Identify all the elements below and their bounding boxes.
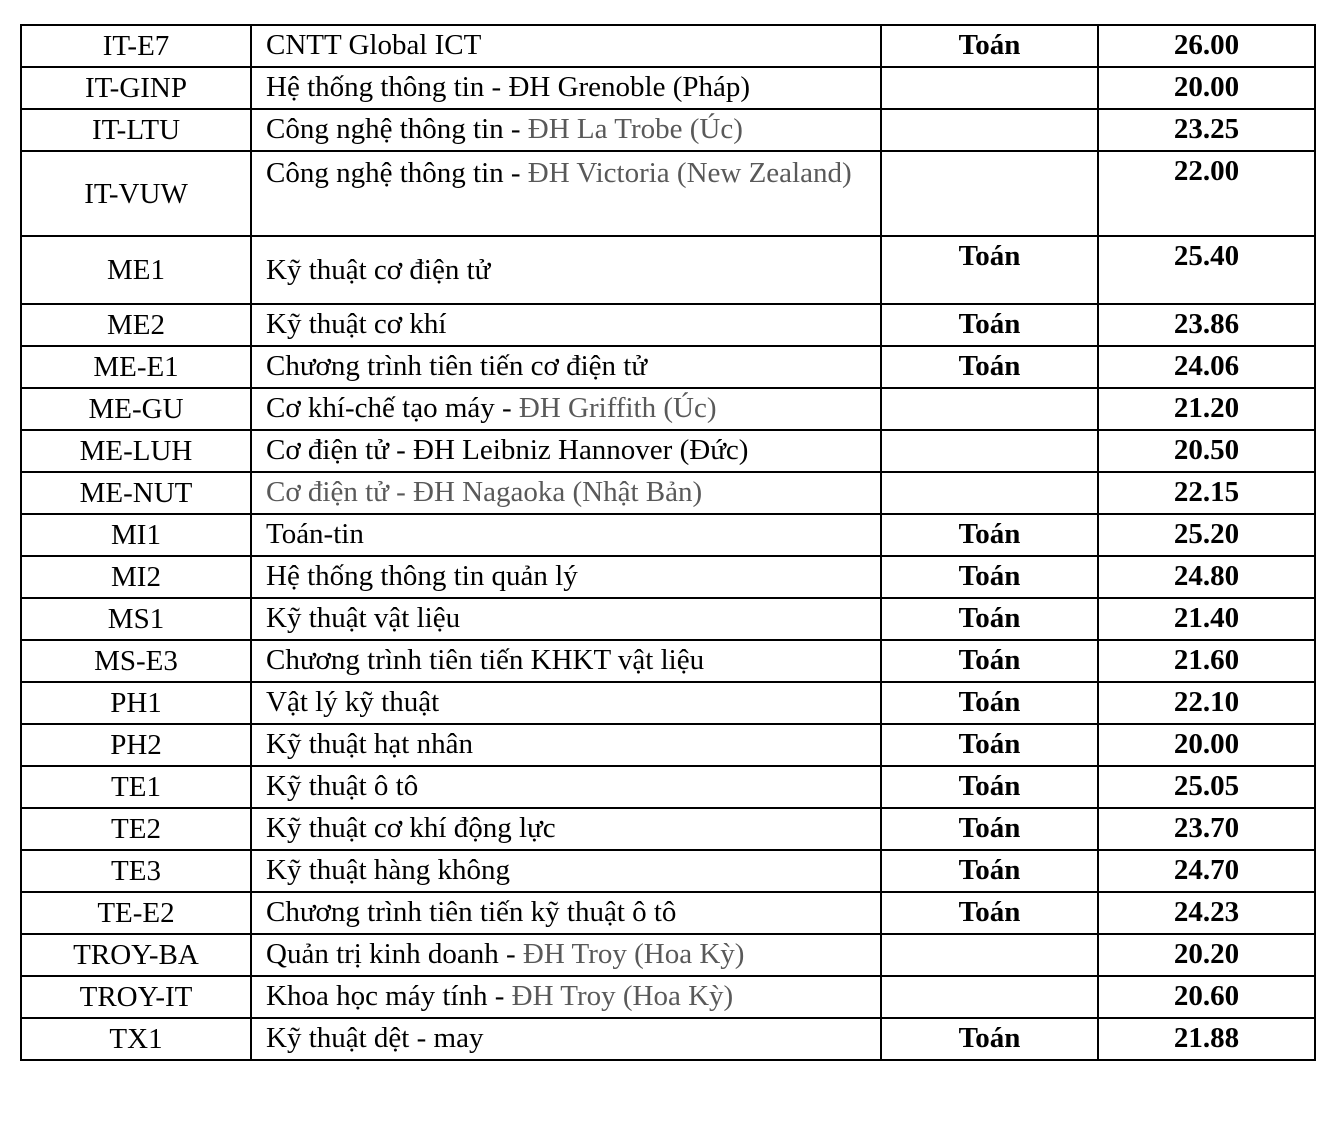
program-name-cell (251, 430, 881, 472)
program-name: Kỹ thuật cơ điện tử (266, 254, 491, 286)
cutoff-score: 23.25 (1098, 109, 1315, 151)
program-name: Cơ khí-chế tạo máy - (266, 392, 519, 424)
cutoff-score: 22.15 (1098, 472, 1315, 514)
program-name: Kỹ thuật dệt - may (266, 1022, 484, 1054)
program-code: ME-E1 (21, 346, 251, 388)
table-row (21, 892, 1315, 934)
main-subject: Toán (881, 598, 1098, 640)
cutoff-score: 24.80 (1098, 556, 1315, 598)
cutoff-score: 25.20 (1098, 514, 1315, 556)
program-name-cell (251, 808, 881, 850)
program-code: MS-E3 (21, 640, 251, 682)
program-code: IT-E7 (21, 25, 251, 67)
main-subject (881, 976, 1098, 1018)
program-name-cell (251, 934, 881, 976)
main-subject (881, 109, 1098, 151)
table-row (21, 724, 1315, 766)
program-code: TROY-IT (21, 976, 251, 1018)
table-row (21, 472, 1315, 514)
program-code: TE-E2 (21, 892, 251, 934)
cutoff-score: 21.20 (1098, 388, 1315, 430)
main-subject (881, 388, 1098, 430)
program-name-cell (251, 151, 881, 236)
table-row (21, 640, 1315, 682)
program-name-cell (251, 1018, 881, 1060)
program-name-cell (251, 388, 881, 430)
program-name: Công nghệ thông tin - (266, 113, 528, 145)
table-row (21, 151, 1315, 236)
partner-university: ĐH Griffith (Úc) (518, 392, 717, 424)
table-row (21, 304, 1315, 346)
main-subject: Toán (881, 640, 1098, 682)
program-name-cell (251, 25, 881, 67)
program-code: TE2 (21, 808, 251, 850)
table-row (21, 67, 1315, 109)
table-row (21, 808, 1315, 850)
table-row (21, 934, 1315, 976)
program-code: TE1 (21, 766, 251, 808)
program-name-cell (251, 346, 881, 388)
cutoff-score: 20.00 (1098, 724, 1315, 766)
program-name-cell (251, 236, 881, 304)
program-name-cell (251, 640, 881, 682)
program-name-cell (251, 472, 881, 514)
program-code: IT-VUW (21, 151, 251, 236)
main-subject: Toán (881, 556, 1098, 598)
cutoff-score: 23.86 (1098, 304, 1315, 346)
program-code: TX1 (21, 1018, 251, 1060)
program-code: ME-LUH (21, 430, 251, 472)
main-subject: Toán (881, 1018, 1098, 1060)
table-row (21, 430, 1315, 472)
main-subject: Toán (881, 304, 1098, 346)
cutoff-score: 21.60 (1098, 640, 1315, 682)
partner-university: ĐH Victoria (New Zealand) (527, 157, 852, 189)
cutoff-score: 24.70 (1098, 850, 1315, 892)
program-name: Công nghệ thông tin - (266, 157, 528, 189)
cutoff-score: 23.70 (1098, 808, 1315, 850)
partner-university: ĐH Troy (Hoa Kỳ) (522, 938, 745, 970)
cutoff-score: 26.00 (1098, 25, 1315, 67)
program-name: CNTT Global ICT (266, 29, 482, 61)
cutoff-score: 20.20 (1098, 934, 1315, 976)
program-name: Khoa học máy tính - (266, 980, 512, 1012)
cutoff-score: 24.06 (1098, 346, 1315, 388)
table-row (21, 388, 1315, 430)
program-code: MS1 (21, 598, 251, 640)
cutoff-score: 25.40 (1098, 236, 1315, 304)
program-name-cell (251, 766, 881, 808)
table-row (21, 514, 1315, 556)
program-name-cell (251, 724, 881, 766)
program-name-cell (251, 682, 881, 724)
program-code: IT-GINP (21, 67, 251, 109)
table-row (21, 236, 1315, 304)
program-name: Kỹ thuật cơ khí động lực (266, 812, 556, 844)
main-subject (881, 934, 1098, 976)
program-name-cell (251, 304, 881, 346)
cutoff-score: 24.23 (1098, 892, 1315, 934)
program-code: MI2 (21, 556, 251, 598)
admission-scores-table (20, 24, 1316, 1061)
program-name: Cơ điện tử - ĐH Leibniz Hannover (Đức) (266, 434, 749, 466)
main-subject: Toán (881, 682, 1098, 724)
main-subject: Toán (881, 892, 1098, 934)
program-code: PH1 (21, 682, 251, 724)
program-code: ME-GU (21, 388, 251, 430)
table-row (21, 598, 1315, 640)
program-name: Kỹ thuật cơ khí (266, 308, 447, 340)
program-name-cell (251, 109, 881, 151)
program-name: Chương trình tiên tiến KHKT vật liệu (266, 644, 705, 676)
main-subject: Toán (881, 25, 1098, 67)
program-name: Hệ thống thông tin - ĐH Grenoble (Pháp) (266, 71, 751, 103)
program-code: ME1 (21, 236, 251, 304)
program-code: MI1 (21, 514, 251, 556)
main-subject: Toán (881, 724, 1098, 766)
cutoff-score: 20.50 (1098, 430, 1315, 472)
program-name: Kỹ thuật hạt nhân (266, 728, 473, 760)
partner-university: ĐH Troy (Hoa Kỳ) (511, 980, 734, 1012)
program-name-cell (251, 556, 881, 598)
cutoff-score: 21.40 (1098, 598, 1315, 640)
program-name: Kỹ thuật vật liệu (266, 602, 461, 634)
program-name: Chương trình tiên tiến cơ điện tử (266, 350, 648, 382)
program-name-cell (251, 514, 881, 556)
program-code: ME-NUT (21, 472, 251, 514)
table-row (21, 1018, 1315, 1060)
program-code: TE3 (21, 850, 251, 892)
program-name: Quản trị kinh doanh - (266, 938, 523, 970)
cutoff-score: 20.00 (1098, 67, 1315, 109)
cutoff-score: 20.60 (1098, 976, 1315, 1018)
table-row (21, 850, 1315, 892)
cutoff-score: 25.05 (1098, 766, 1315, 808)
program-name: Toán-tin (266, 518, 364, 550)
main-subject (881, 151, 1098, 236)
program-code: TROY-BA (21, 934, 251, 976)
table-row (21, 109, 1315, 151)
table-body (21, 25, 1315, 1060)
main-subject: Toán (881, 766, 1098, 808)
table-row (21, 682, 1315, 724)
program-name-cell (251, 892, 881, 934)
program-code: PH2 (21, 724, 251, 766)
program-name: Vật lý kỹ thuật (266, 686, 440, 718)
main-subject (881, 472, 1098, 514)
program-code: ME2 (21, 304, 251, 346)
program-name-cell (251, 850, 881, 892)
program-name-cell (251, 976, 881, 1018)
table-row (21, 976, 1315, 1018)
table-row (21, 766, 1315, 808)
main-subject: Toán (881, 808, 1098, 850)
cutoff-score: 21.88 (1098, 1018, 1315, 1060)
program-name-cell (251, 67, 881, 109)
table-row (21, 346, 1315, 388)
main-subject: Toán (881, 346, 1098, 388)
program-name-cell (251, 598, 881, 640)
program-name: Kỹ thuật ô tô (266, 770, 419, 802)
main-subject (881, 67, 1098, 109)
main-subject: Toán (881, 514, 1098, 556)
cutoff-score: 22.00 (1098, 151, 1315, 236)
program-name: Kỹ thuật hàng không (266, 854, 511, 886)
main-subject (881, 430, 1098, 472)
program-name: Chương trình tiên tiến kỹ thuật ô tô (266, 896, 677, 928)
main-subject: Toán (881, 850, 1098, 892)
program-code: IT-LTU (21, 109, 251, 151)
main-subject: Toán (881, 236, 1098, 304)
cutoff-score: 22.10 (1098, 682, 1315, 724)
partner-university: Cơ điện tử - ĐH Nagaoka (Nhật Bản) (266, 476, 703, 508)
table-row (21, 25, 1315, 67)
program-name: Hệ thống thông tin quản lý (266, 560, 578, 592)
partner-university: ĐH La Trobe (Úc) (527, 113, 743, 145)
table-row (21, 556, 1315, 598)
